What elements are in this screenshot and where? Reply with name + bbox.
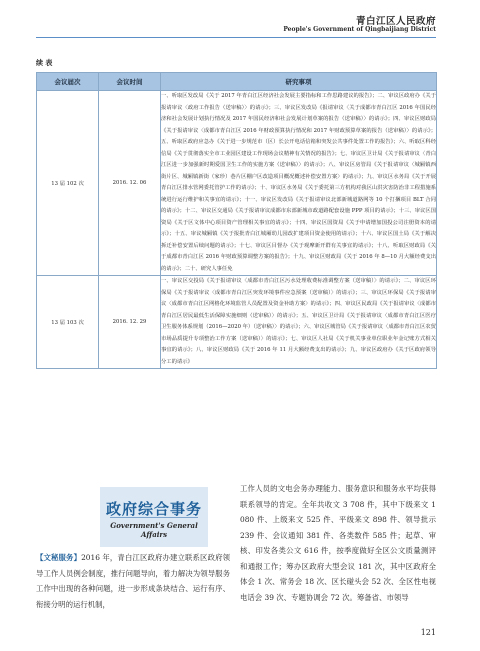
left-paragraph-text: 2016 年，青白江区政府办建立联系区政府领导工作人员例会制度，推行问题导向，着力解决为领导服务工作中出现的各种问题，进一步形成条块结合、运行有序、衔接分明的运行机制， bbox=[36, 553, 230, 609]
table-row bbox=[37, 276, 437, 369]
left-paragraph bbox=[36, 550, 230, 612]
header-divider bbox=[36, 37, 436, 38]
section-title-en: Government's General Affairs bbox=[110, 521, 198, 539]
table-row bbox=[37, 91, 437, 276]
header-title-zh: 青白江区人民政府 bbox=[355, 16, 436, 27]
right-paragraph: 工作人员的文电会务办理能力、服务意识和服务水平均获得联系领导的肯定。全年共收文 3 708 件，其中下级来文 1 080 件、上级来文 525 件、平级来文 898 件、领导批示 239 件、会议通知 381 件、各类数件 585 件；起草、审核、印发各类公文 616 件，按季度做好全区公文质量测评和通报工作；筹办区政府大型会议 181 次，其中区政府全体会 1 次、常务会 18 次、区长碰头会 52 次、全区性电视电话会 39 次、专题协调会 72 次。筹备省、市领导 bbox=[240, 484, 436, 602]
column-header-items: 研究事项 bbox=[161, 73, 437, 91]
header-title-en: People's Government of Qingbaijiang District bbox=[283, 26, 436, 33]
column-header-date: 会议时间 bbox=[99, 73, 161, 91]
page-number: 121 bbox=[420, 628, 436, 637]
cell-session: 13 届 102 次 bbox=[37, 91, 99, 276]
section-title-box bbox=[100, 487, 208, 547]
cell-items: 一、听取区发改局《关于 2017 年青白江区经济社会发展主要指标和工作思路建议的报告》；二、审议区政府办《关于报请审议〈政府工作报告（送审稿）〉的请示》；三、审议区发改局《报请审议〈关于成都市青白江区 2016 年国民经济和社会发展计划执行情况及 2017 年国民经济和社会发展计划草案的报告（送审稿）〉的请示》；四、审议区财政局《关于报请审议〈成都市青白江区 2016 年财政预算执行情况和 2017 年财政预算草案的报告（送审稿）〉的请示》；五、听取区政府应急办《关于进一步规范市（区）长公开电话信箱和突发公共事件处置工作的报告》；六、听取区科经信局《关于贯彻落实全市工业园区建设工作现场会议精神有关情况的报告》；七、审议区卫计局《关于报请审议〈青白江区进一步加强新时期爱国卫生工作的实施方案（送审稿）〉的请示》；八、审议区房管局《关于报请审议〈城厢镇西街片区、城厢镇新街（家珍）巷片区棚户区改造项目概况概述补偿安置方案〉的请示》；九、审议区水务局《关于开展青白江区排水管网委托管护工作的请示》；十、审议区水务局《关于委托第三方机构对我区山洪灾害防治非工程措施系统进行运行维护和关事宜的请示》；十一、审议区发改局《关于报请审议北部新城道路网等 10 个打捆项目 BLT 合同的请示》；十二、审议区交通局《关于报请审议成都市东部新城市政道路配套设施 PPP 项目的请示》；十三、审议区国资局《关于区文体中心项目资产管理相关事宜的请示》；十四、审议区国资局《关于申请增加国投公司注册资本的请示》；十五、审议城厢镇《关于报批青白江城厢幼儿园改扩建项目资金使用的请示》；十六、审议区国土局《关于解决拆迁补偿安置后续问题的请示》；十七、审议区目督办《关于观摩新开群有关事宜的请示》；十八、听取区财政局《关于成都市青白江区 2016 年财政预算调整方案的报告》；十九、审议区财政局《关于 2016 年 8—10 月大额经费支出的请示》；二十、研究人事任免 bbox=[161, 91, 437, 276]
paragraph-tag: 【文秘服务】 bbox=[36, 553, 82, 562]
section-title-zh: 政府综合事务 bbox=[105, 500, 202, 518]
table-header-row bbox=[37, 73, 437, 91]
column-header-session: 会议届次 bbox=[37, 73, 99, 91]
cell-date: 2016. 12. 29 bbox=[99, 276, 161, 369]
cell-session: 13 届 103 次 bbox=[37, 276, 99, 369]
cell-items: 一、审议区交投局《关于报请审议〈成都市青白江区污水处理收费标准调整方案（送审稿）〉的请示》；二、审议区环保局《关于报请审议〈成都市青白江区突发环境事件应急预案（送审稿）〉的请示》；三、审议区环保局《关于报请审议〈成都市青白江区网格化环境监管人员配置及资金补助方案〉的请示》；四、审议区民政局《关于报请审议〈成都市青白江区居民最低生活保障实施细则（送审稿）〉的请示》；五、审议区卫计局《关于报请审议〈成都市青白江区医疗卫生服务体系规划（2016—2020 年）（送审稿）〉的请示》；六、审议区城管局《关于报请审议〈成都市青白江区农贸市场品质提升专项整治工作方案（送审稿）〉的请示》；七、审议区人社局《关于机关事业单位职业年金记账方式相关事宜的请示》；八、审议区财政局《关于 2016 年 11 月大额经费支出的请示》；九、审议区政府办《关于区政府领导分工的请示》 bbox=[161, 276, 437, 369]
continued-label: 续 表 bbox=[36, 58, 53, 67]
section-title-divider bbox=[110, 517, 198, 518]
meeting-table bbox=[36, 72, 437, 369]
cell-date: 2016. 12. 06 bbox=[99, 91, 161, 276]
